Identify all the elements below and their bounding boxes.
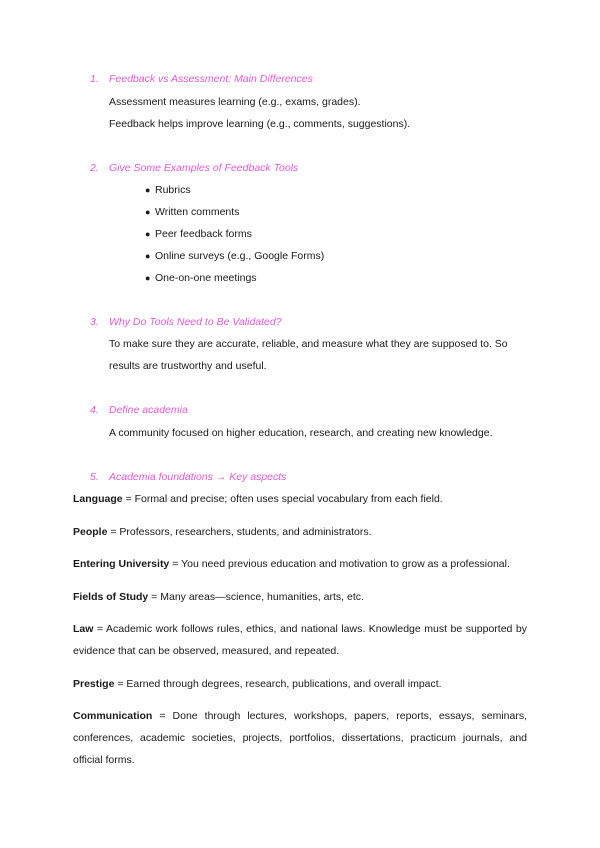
aspect-term: Language [73,493,123,505]
aspect-language: Language = Formal and precise; often uses special vocabulary from each field. [73,493,443,505]
list-item: ● Rubrics [145,184,191,196]
list-item: ● Online surveys (e.g., Google Forms) [145,250,325,262]
bullet-icon: ● [145,273,151,283]
aspect-prestige: Prestige = Earned through degrees, research, publications, and overall impact. [73,678,442,690]
aspect-term: Prestige [73,678,115,690]
aspect-people: People = Professors, researchers, students, and administrators. [73,526,372,538]
aspect-fields-of-study: Fields of Study = Many areas—science, humanities, arts, etc. [73,591,364,603]
section-heading-2 [90,162,298,174]
bullet-icon: ● [145,185,151,195]
section-1-line-1: Assessment measures learning (e.g., exams, grades). [109,96,361,108]
aspect-desc: Formal and precise; often uses special vocabulary from each field. [134,493,443,505]
aspect-term: Communication [73,710,153,722]
bullet-icon: ● [145,229,151,239]
section-heading-4 [90,404,188,416]
section-heading-5 [90,471,286,483]
section-number: 2. [90,162,99,174]
section-number: 1. [90,73,99,85]
aspect-communication: Communication = Done through lectures, workshops, papers, reports, essays, seminars, conferences, academic societies, projects, portfolios, dissertations, practicum journals, and official forms. [73,710,527,766]
aspect-law: Law = Academic work follows rules, ethics, and national laws. Knowledge must be supported by evidence that can be observed, measured, and repeated. [73,623,528,657]
section-title: Give Some Examples of Feedback Tools [109,162,299,174]
list-item: ● One-on-one meetings [145,272,257,284]
section-4-line-1: A community focused on higher education, research, and creating new knowledge. [109,427,493,439]
aspect-term: Entering University [73,558,170,570]
aspect-desc: Done through lectures, workshops, papers, reports, essays, seminars, conferences, academic societies, projects, portfolios, dissertations, practicum journals, and official forms. [73,710,527,766]
list-item: ● Written comments [145,206,240,218]
section-3-line-1: To make sure they are accurate, reliable, and measure what they are supposed to. So [109,338,508,350]
bullet-icon: ● [145,207,151,217]
bullet-icon: ● [145,251,151,261]
aspect-desc: You need previous education and motivation to grow as a professional. [181,558,510,570]
section-title: Define academia [109,404,188,416]
aspect-term: People [73,526,108,538]
section-title: Why Do Tools Need to Be Validated? [109,316,282,328]
section-heading-3 [90,316,282,328]
section-heading-1 [90,73,313,85]
aspect-desc: Academic work follows rules, ethics, and national laws. Knowledge must be supported by evidence that can be observed, measured, and repeated. [73,623,528,657]
section-title: Feedback vs Assessment: Main Differences [109,73,313,85]
list-item: ● Peer feedback forms [145,228,252,240]
aspect-desc: Professors, researchers, students, and administrators. [119,526,372,538]
section-number: 3. [90,316,99,328]
section-3-line-2: results are trustworthy and useful. [109,360,267,372]
aspect-term: Law [73,623,94,635]
aspect-desc: Many areas—science, humanities, arts, etc. [160,591,364,603]
section-number: 5. [90,471,99,483]
section-1-line-2: Feedback helps improve learning (e.g., comments, suggestions). [109,118,411,130]
section-title: Academia foundations → Key aspects [109,471,287,483]
aspect-term: Fields of Study [73,591,149,603]
aspect-entering-university: Entering University = You need previous education and motivation to grow as a professional. [73,558,510,570]
section-number: 4. [90,404,99,416]
aspect-desc: Earned through degrees, research, publications, and overall impact. [126,678,442,690]
